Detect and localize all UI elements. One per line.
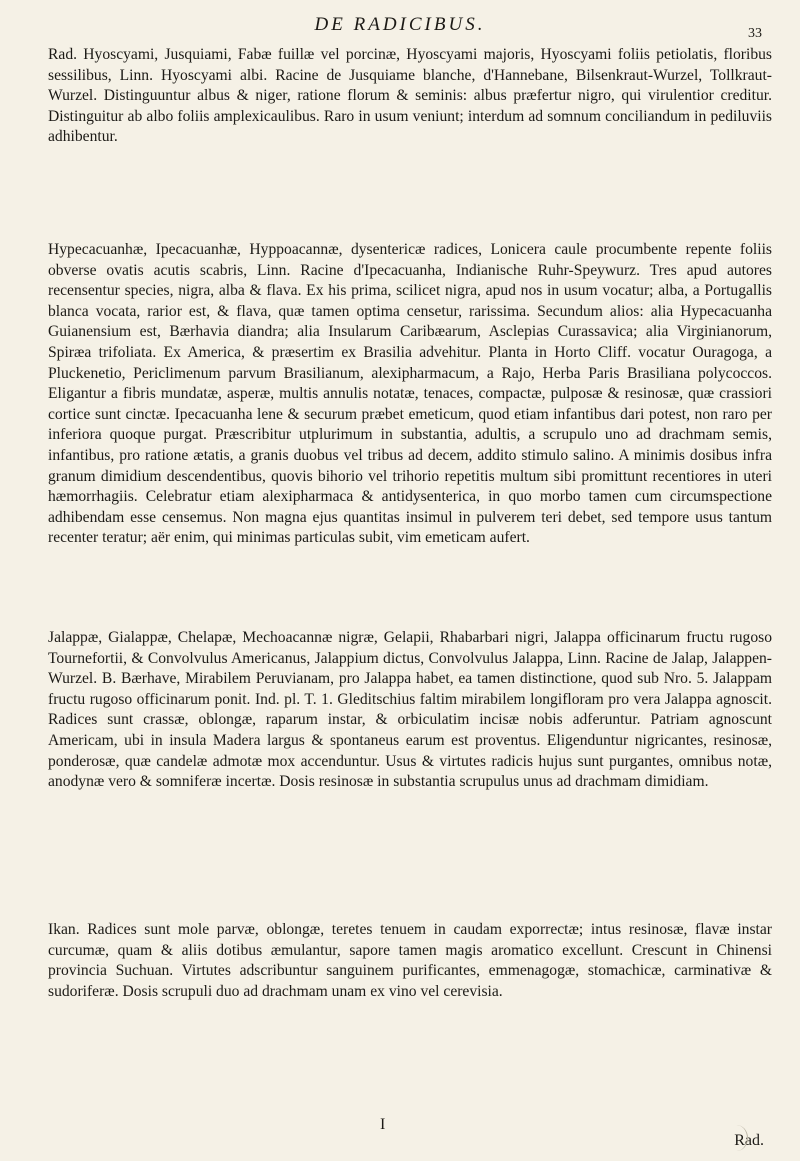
catchword: Rad. [734,1132,764,1149]
page-number: 33 [748,26,762,41]
page-edge-mark [725,1125,748,1151]
running-head [0,6,800,46]
signature-mark: I [380,1116,386,1133]
entry-ipecacuanha: Hypecacuanhæ, Ipecacuanhæ, Hyppoacannæ, dysentericæ radices, Lonicera caule procumbente repente foliis obverse ovatis acutis scabris, Linn. Racine d'Ipecacuanha, Indianische Ruhr-Speywurz. Tres apud autores recensentur species, nigra, alba & flava. Ex his prima, scilicet nigra, apud nos in usum vocatur; alba, a Portugallis blanca vocata, rarior est, & flava, quæ tamen optima censetur, rarissima. Secundum alios: alia Hypecacuanha Guianensium est, Bærhavia diandra; alia Insularum Caribæarum, Asclepias Curassavica; alia Virginianorum, Spiræa trifoliata. Ex America, & præsertim ex Brasilia advehitur. Planta in Horto Cliff. vocatur Ouragoga, a Pluckenetio, Periclimenum parvum Brasilianum, alexipharmacum, a Rajo, Herba Paris Brasiliana polycoccos. Eligantur a fibris mundatæ, asperæ, multis annulis notatæ, tenaces, compactæ, pulposæ & resinosæ, quæ crassiori cortice sunt cinctæ. Ipecacuanha lene & securum præbet emeticum, quod etiam infantibus dari potest, non raro per inferiora quoque purgat. Præscribitur utplurimum in substantia, adultis, a scrupulo uno ad drachmam semis, infantibus, pro ratione ætatis, a granis duobus vel tribus ad decem, addito stimulo salino. A minimis dosibus infra granum dimidium descendentibus, quovis bihorio vel trihorio repetitis multum sibi promittunt recentiores in uteri hæmorrhagiis. Celebratur etiam alexipharmaca & antidysenterica, in quo morbo tamen cum circumspectione adhibendam esse censemus. Non magna ejus quantitas insimul in pulverem teri debet, sed tempore usus tantum recenter teratur; aër enim, qui minimas particulas subit, vim emeticam aufert. [48,241,772,547]
running-title: DE RADICIBUS. [314,14,486,35]
entry-jalapa: Jalappæ, Gialappæ, Chelapæ, Mechoacannæ nigræ, Gelapii, Rhabarbari nigri, Jalappa officinarum fructu rugoso Tournefortii, & Convolvulus Americanus, Jalappium dictus, Convolvulus Jalappa, Linn. Racine de Jalap, Jalappen-Wurzel. B. Bærhave, Mirabilem Peruvianam, pro Jalappa habet, ea tamen distinctione, quod sub Nro. 5. Jalappam fructu rugoso officinarum ponit. Ind. pl. T. 1. Gleditschius faltim mirabilem longifloram pro vera Jalappa agnoscit. Radices sunt crassæ, oblongæ, raparum instar, & orbiculatim incisæ nobis adferuntur. Patriam agnoscunt Americam, ubi in insula Madera largus & spontaneus earum est proventus. Eligenduntur nigricantes, resinosæ, ponderosæ, quæ candelæ admotæ mox accenduntur. Usus & virtutes radicis hujus sunt purgantes, omnibus notæ, anodynæ vero & somniferæ incertæ. Dosis resinosæ in substantia scrupulus unus ad drachmam dimidiam. [48,629,772,791]
entry-ikan: Ikan. Radices sunt mole parvæ, oblongæ, teretes tenuem in caudam exporrectæ; intus resinosæ, flavæ instar curcumæ, quam & aliis dotibus æmulantur, sapore tamen magis aromatico excellunt. Crescunt in Chinensi provincia Suchuan. Virtutes adscribuntur sanguinem purificantes, emmenagogæ, stomachicæ, carminativæ & sudoriferæ. Dosis scrupuli duo ad drachmam unam ex vino vel cerevisia. [48,921,772,1000]
entry-hyoscyamus: Rad. Hyoscyami, Jusquiami, Fabæ fuillæ vel porcinæ, Hyoscyami majoris, Hyoscyami foliis petiolatis, floribus sessilibus, Linn. Hyoscyami albi. Racine de Jusquiame blanche, d'Hannebane, Bilsenkraut-Wurzel, Tollkraut-Wurzel. Distinguuntur albus & niger, ratione florum & seminis: albus præfertur nigro, qui virulentior creditur. Distinguitur ab albo foliis amplexicaulibus. Raro in usum veniunt; interdum ad somnum conciliandum in pediluviis adhibentur. [48,46,772,146]
